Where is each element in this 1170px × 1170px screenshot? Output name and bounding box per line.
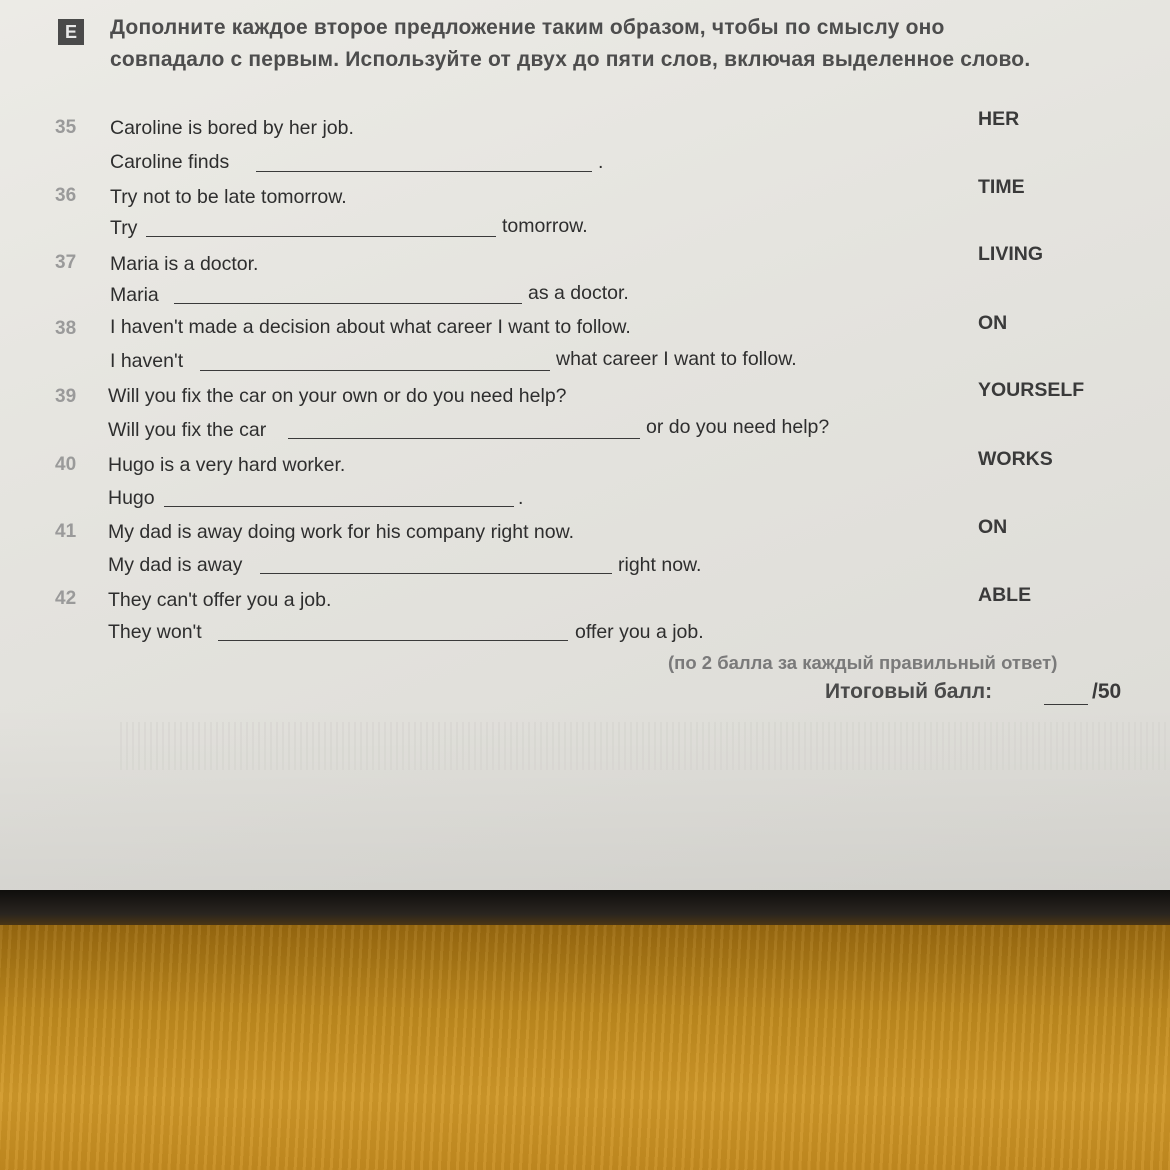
item-rewrite-start: My dad is away	[108, 554, 243, 576]
item-number: 42	[55, 588, 77, 609]
item-rewrite-start: Maria	[110, 284, 159, 306]
item-rewrite-end: or do you need help?	[646, 416, 830, 438]
item-rewrite-end: tomorrow.	[502, 215, 588, 237]
page-edge	[0, 890, 1170, 930]
item-sentence: They can't offer you a job.	[108, 589, 332, 611]
item-number: 36	[55, 185, 77, 206]
instruction-text	[110, 12, 1140, 76]
item-rewrite-start: I haven't	[110, 350, 184, 372]
item-number: 41	[55, 521, 77, 542]
answer-blank[interactable]	[164, 506, 514, 507]
item-keyword: ON	[978, 312, 1008, 334]
item-rewrite-end: right now.	[618, 554, 702, 576]
item-sentence: Maria is a doctor.	[110, 253, 259, 275]
item-sentence: Try not to be late tomorrow.	[110, 186, 347, 208]
total-score-label: Итоговый балл:	[825, 680, 993, 703]
item-keyword: WORKS	[978, 448, 1053, 470]
item-rewrite-end: offer you a job.	[575, 621, 704, 643]
item-number: 35	[55, 117, 77, 138]
item-rewrite-end: as a doctor.	[528, 282, 629, 304]
scoring-note: (по 2 балла за каждый правильный ответ)	[668, 652, 1058, 673]
item-sentence: Will you fix the car on your own or do you need help?	[108, 385, 567, 407]
total-score-max: /50	[1092, 680, 1122, 703]
item-sentence: My dad is away doing work for his company right now.	[108, 521, 575, 543]
item-rewrite-end: .	[598, 151, 604, 173]
answer-blank[interactable]	[146, 236, 496, 237]
answer-blank[interactable]	[288, 438, 640, 439]
answer-blank[interactable]	[174, 303, 522, 304]
score-blank[interactable]	[1044, 704, 1088, 705]
item-sentence: Hugo is a very hard worker.	[108, 454, 346, 476]
instruction-line-2: совпадало с первым. Используйте от двух до пяти слов, включая выделенное слово.	[110, 48, 1031, 71]
item-keyword: ON	[978, 516, 1008, 538]
answer-blank[interactable]	[200, 370, 550, 371]
item-keyword: LIVING	[978, 243, 1044, 265]
item-keyword: TIME	[978, 176, 1025, 198]
item-rewrite-start: Will you fix the car	[108, 419, 267, 441]
bleed-through-pattern	[120, 722, 1170, 770]
item-rewrite-start: They won't	[108, 621, 202, 643]
item-rewrite-start: Try	[110, 217, 138, 239]
item-sentence: I haven't made a decision about what career I want to follow.	[110, 316, 631, 338]
item-number: 38	[55, 318, 77, 339]
answer-blank[interactable]	[256, 171, 592, 172]
item-number: 39	[55, 386, 77, 407]
item-keyword: HER	[978, 108, 1020, 130]
item-keyword: ABLE	[978, 584, 1032, 606]
item-number: 40	[55, 454, 77, 475]
item-number: 37	[55, 252, 77, 273]
item-rewrite-start: Hugo	[108, 487, 155, 509]
item-rewrite-start: Caroline finds	[110, 151, 230, 173]
instruction-line-1: Дополните каждое второе предложение таким образом, чтобы по смыслу оно	[110, 16, 945, 39]
answer-blank[interactable]	[218, 640, 568, 641]
wooden-table	[0, 925, 1170, 1170]
item-rewrite-end: what career I want to follow.	[556, 348, 797, 370]
answer-blank[interactable]	[260, 573, 612, 574]
item-rewrite-end: .	[518, 487, 524, 509]
section-badge: E	[58, 19, 84, 45]
item-sentence: Caroline is bored by her job.	[110, 117, 354, 139]
item-keyword: YOURSELF	[978, 379, 1085, 401]
